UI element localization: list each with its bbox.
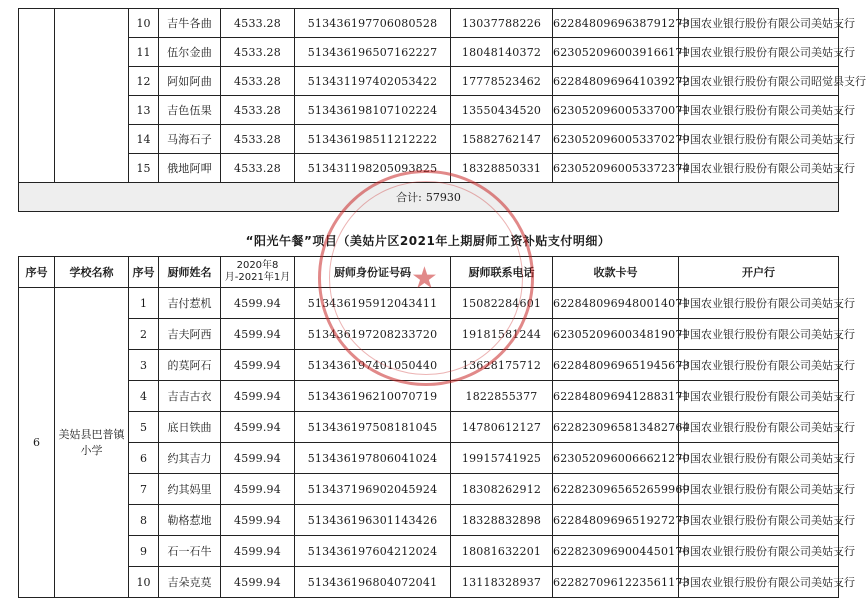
table-row (19, 381, 839, 412)
cook-name: 吉朵克莫 (159, 567, 221, 598)
table-row (19, 38, 839, 67)
bank-name: 中国农业银行股份有限公司美姑支行 (679, 125, 839, 154)
card-number: 6230520960034819071 (553, 319, 679, 350)
cook-name: 阿如阿曲 (159, 67, 221, 96)
salary-amount: 4599.94 (221, 288, 295, 319)
seq-cell (19, 9, 55, 183)
salary-amount: 4599.94 (221, 319, 295, 350)
table-row (19, 67, 839, 96)
cook-name: 吉吉古衣 (159, 381, 221, 412)
table-row (19, 350, 839, 381)
cook-payment-table (18, 256, 855, 598)
id-number: 513436196804072041 (295, 567, 451, 598)
id-number: 513436197806041024 (295, 443, 451, 474)
seal-star-icon: ★ (411, 261, 438, 296)
header-row (19, 257, 839, 288)
phone-number: 18081632201 (451, 536, 553, 567)
card-number: 6230520960053370071 (553, 96, 679, 125)
cook-name: 马海石子 (159, 125, 221, 154)
row-number: 14 (129, 125, 159, 154)
total-cell (19, 183, 839, 212)
phone-number: 18328832898 (451, 505, 553, 536)
header-period: 2020年8月-2021年1月 (221, 257, 295, 288)
card-number: 6228230965652659969 (553, 474, 679, 505)
table-row (19, 154, 839, 183)
card-number: 6228480969641039272 (553, 67, 679, 96)
header-school: 学校名称 (55, 257, 129, 288)
table-row (19, 288, 839, 319)
row-number: 5 (129, 412, 159, 443)
id-number: 513436196301143426 (295, 505, 451, 536)
header-name: 厨师姓名 (159, 257, 221, 288)
row-number: 4 (129, 381, 159, 412)
table-row (19, 505, 839, 536)
row-number: 1 (129, 288, 159, 319)
header-bank: 开户行 (679, 257, 839, 288)
id-number: 513436195912043411 (295, 288, 451, 319)
phone-number: 18048140372 (451, 38, 553, 67)
school-cell (55, 9, 129, 183)
cook-name: 俄地阿呷 (159, 154, 221, 183)
row-number: 10 (129, 567, 159, 598)
top-payment-table (18, 8, 866, 212)
row-number: 2 (129, 319, 159, 350)
cook-name: 底日铁曲 (159, 412, 221, 443)
id-number: 513437196902045924 (295, 474, 451, 505)
id-number: 513436196507162227 (295, 38, 451, 67)
id-number: 513436198107102224 (295, 96, 451, 125)
bank-name: 中国农业银行股份有限公司美姑支行 (679, 505, 839, 536)
cook-name: 吉色伍果 (159, 96, 221, 125)
salary-amount: 4599.94 (221, 443, 295, 474)
bank-name: 中国农业银行股份有限公司美姑支行 (679, 96, 839, 125)
table-row (19, 9, 839, 38)
total-value: 57930 (425, 191, 461, 204)
bank-name: 中国农业银行股份有限公司美姑支行 (679, 536, 839, 567)
cook-name: 的莫阿石 (159, 350, 221, 381)
cook-name: 伍尔金曲 (159, 38, 221, 67)
bank-name: 中国农业银行股份有限公司美姑支行 (679, 567, 839, 598)
row-number: 13 (129, 96, 159, 125)
row-number: 9 (129, 536, 159, 567)
bank-name: 中国农业银行股份有限公司昭觉县支行 (679, 67, 839, 96)
row-number: 15 (129, 154, 159, 183)
phone-number: 18308262912 (451, 474, 553, 505)
school-name: 美姑县巴普镇小学 (55, 288, 129, 598)
table-row (19, 319, 839, 350)
row-number: 11 (129, 38, 159, 67)
table-row (19, 412, 839, 443)
header-card: 收款卡号 (553, 257, 679, 288)
card-number: 6230520960053370279 (553, 125, 679, 154)
school-seq: 6 (19, 288, 55, 598)
id-number: 513436197706080528 (295, 9, 451, 38)
salary-amount: 4599.94 (221, 505, 295, 536)
cook-name: 约其妈里 (159, 474, 221, 505)
card-number: 6228230969004450176 (553, 536, 679, 567)
id-number: 513436197401050440 (295, 350, 451, 381)
card-number: 6228480969638791273 (553, 9, 679, 38)
salary-amount: 4533.28 (221, 9, 295, 38)
phone-number: 13037788226 (451, 9, 553, 38)
phone-number: 15082284601 (451, 288, 553, 319)
card-number: 6230520960066621270 (553, 443, 679, 474)
phone-number: 14780612127 (451, 412, 553, 443)
section-title: “阳光午餐”项目（美姑片区2021年上期厨师工资补贴支付明细） (245, 234, 611, 248)
bank-name: 中国农业银行股份有限公司美姑支行 (679, 154, 839, 183)
header-no: 序号 (129, 257, 159, 288)
card-number: 6230520960039166171 (553, 38, 679, 67)
bank-name: 中国农业银行股份有限公司美姑支行 (679, 288, 839, 319)
id-number: 513436196210070719 (295, 381, 451, 412)
card-number: 6228230965813482764 (553, 412, 679, 443)
bank-name: 中国农业银行股份有限公司美姑支行 (679, 474, 839, 505)
cook-name: 吉牛各曲 (159, 9, 221, 38)
row-number: 8 (129, 505, 159, 536)
salary-amount: 4599.94 (221, 412, 295, 443)
salary-amount: 4599.94 (221, 381, 295, 412)
card-number: 6228480969651945673 (553, 350, 679, 381)
phone-number: 17778523462 (451, 67, 553, 96)
bank-name: 中国农业银行股份有限公司美姑支行 (679, 443, 839, 474)
card-number: 6228480969412883171 (553, 381, 679, 412)
id-number: 513436197508181045 (295, 412, 451, 443)
bank-name: 中国农业银行股份有限公司美姑支行 (679, 319, 839, 350)
salary-amount: 4533.28 (221, 154, 295, 183)
row-number: 12 (129, 67, 159, 96)
salary-amount: 4533.28 (221, 125, 295, 154)
salary-amount: 4599.94 (221, 474, 295, 505)
row-number: 6 (129, 443, 159, 474)
card-number: 6230520960053372374 (553, 154, 679, 183)
card-number: 6228480969651927275 (553, 505, 679, 536)
phone-number: 19181581244 (451, 319, 553, 350)
table-row (19, 125, 839, 154)
bank-name: 中国农业银行股份有限公司美姑支行 (679, 38, 839, 67)
row-number: 7 (129, 474, 159, 505)
salary-amount: 4533.28 (221, 67, 295, 96)
salary-amount: 4599.94 (221, 536, 295, 567)
header-phone: 厨师联系电话 (451, 257, 553, 288)
bank-name: 中国农业银行股份有限公司美姑支行 (679, 412, 839, 443)
bank-name: 中国农业银行股份有限公司美姑支行 (679, 9, 839, 38)
bank-name: 中国农业银行股份有限公司美姑支行 (679, 350, 839, 381)
id-number: 513436197208233720 (295, 319, 451, 350)
cook-name: 石一石牛 (159, 536, 221, 567)
id-number: 513431198205093825 (295, 154, 451, 183)
salary-amount: 4533.28 (221, 96, 295, 125)
total-label: 合计: (396, 191, 422, 204)
row-number: 10 (129, 9, 159, 38)
table-row (19, 96, 839, 125)
cook-name: 勒格惹地 (159, 505, 221, 536)
phone-number: 1822855377 (451, 381, 553, 412)
salary-amount: 4533.28 (221, 38, 295, 67)
table-row (19, 474, 839, 505)
cook-name: 吉付惹机 (159, 288, 221, 319)
phone-number: 13550434520 (451, 96, 553, 125)
salary-amount: 4599.94 (221, 350, 295, 381)
total-row (19, 183, 839, 212)
row-number: 3 (129, 350, 159, 381)
phone-number: 15882762147 (451, 125, 553, 154)
phone-number: 18328850331 (451, 154, 553, 183)
id-number: 513436197604212024 (295, 536, 451, 567)
phone-number: 13118328937 (451, 567, 553, 598)
header-seq: 序号 (19, 257, 55, 288)
phone-number: 13628175712 (451, 350, 553, 381)
id-number: 513431197402053422 (295, 67, 451, 96)
id-number: 513436198511212222 (295, 125, 451, 154)
salary-amount: 4599.94 (221, 567, 295, 598)
cook-name: 吉夫阿西 (159, 319, 221, 350)
table-row (19, 443, 839, 474)
table-row (19, 536, 839, 567)
cook-name: 约其吉力 (159, 443, 221, 474)
header-id: 厨师身份证号码 (295, 257, 451, 288)
phone-number: 19915741925 (451, 443, 553, 474)
card-number: 6228270961223561173 (553, 567, 679, 598)
table-row (19, 567, 839, 598)
card-number: 6228480969480014071 (553, 288, 679, 319)
bank-name: 中国农业银行股份有限公司美姑支行 (679, 381, 839, 412)
